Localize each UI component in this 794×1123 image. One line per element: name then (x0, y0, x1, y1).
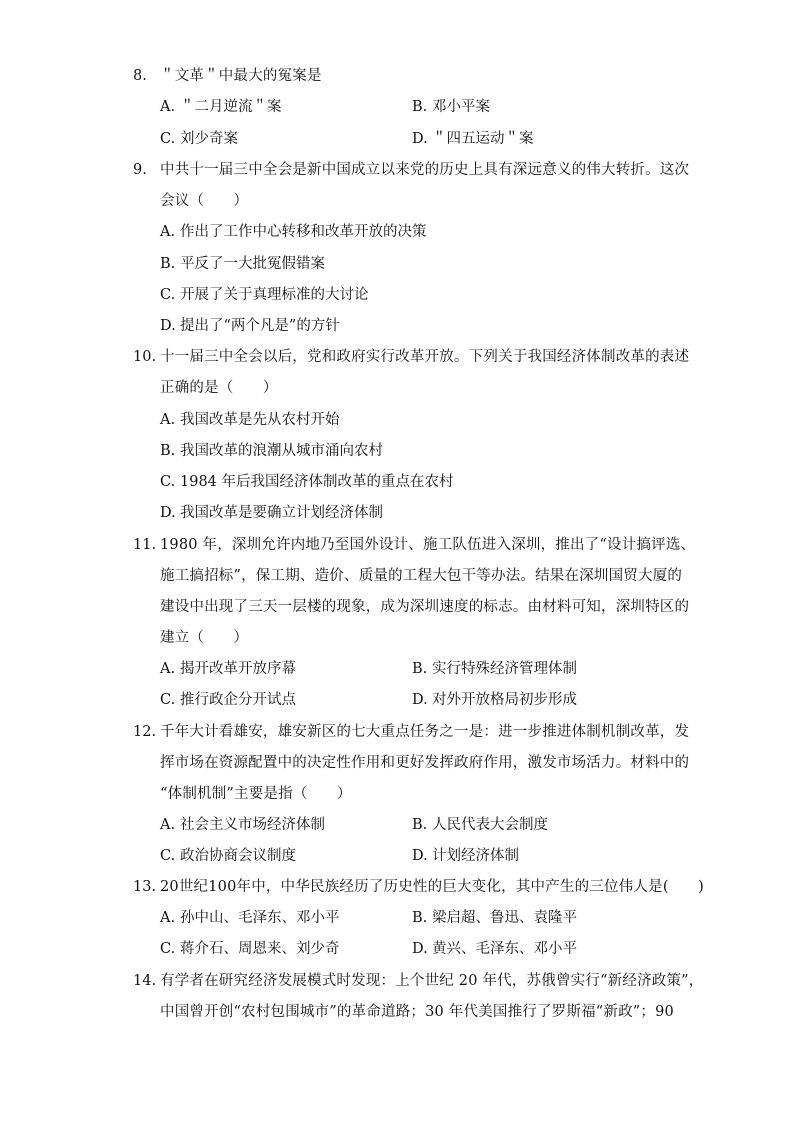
option-text: 计划经济体制 (432, 848, 519, 864)
option-d (412, 692, 577, 708)
option-text: 平反了一大批冤假错案 (180, 256, 325, 272)
question-number: 9. (133, 162, 147, 178)
option-d (160, 505, 383, 521)
option-text: 社会主义市场经济体制 (180, 817, 325, 833)
option-text: ＂四五运动＂案 (432, 131, 534, 147)
option-letter: C. (160, 474, 176, 490)
option-text: 邓小平案 (432, 99, 490, 115)
question-stem: 中共十一届三中全会是新中国成立以来党的历史上具有深远意义的伟大转折。这次 (160, 162, 690, 178)
option-letter: D. (160, 318, 176, 334)
option-text: 孙中山、毛泽东、邓小平 (180, 910, 340, 926)
option-text: 我国改革的浪潮从城市涌向农村 (180, 443, 383, 459)
option-text: 刘少奇案 (180, 131, 238, 147)
option-letter: B. (160, 256, 176, 272)
option-a (160, 661, 296, 677)
question-stem: 会议（ ） (160, 193, 249, 209)
option-text: 我国改革是要确立计划经济体制 (180, 505, 383, 521)
question-number: 10. (133, 349, 157, 365)
option-c (160, 941, 340, 957)
option-letter: C. (160, 848, 176, 864)
option-text: 蒋介石、周恩来、刘少奇 (180, 941, 340, 957)
option-letter: A. (160, 99, 176, 115)
option-text: 推行政企分开试点 (180, 692, 296, 708)
option-letter: D. (412, 692, 428, 708)
option-letter: D. (412, 131, 428, 147)
option-letter: C. (160, 131, 176, 147)
question-stem: 有学者在研究经济发展模式时发现：上个世纪 20 年代，苏俄曾实行“新经济政策”， (160, 973, 704, 989)
option-text: 1984 年后我国经济体制改革的重点在农村 (180, 474, 454, 490)
option-d (412, 131, 534, 147)
option-c (160, 287, 369, 303)
option-letter: C. (160, 692, 176, 708)
option-b (412, 910, 577, 926)
option-letter: B. (160, 443, 176, 459)
option-a (160, 910, 340, 926)
option-text: 梁启超、鲁迅、袁隆平 (432, 910, 577, 926)
option-letter: A. (160, 817, 176, 833)
question-number: 11. (133, 537, 157, 553)
option-c (160, 692, 296, 708)
option-letter: D. (160, 505, 176, 521)
option-text: 人民代表大会制度 (432, 817, 548, 833)
question-number: 8. (133, 68, 147, 84)
question-stem: 1980 年，深圳允许内地乃至国外设计、施工队伍进入深圳，推出了“设计搞评选、 (160, 537, 696, 553)
option-letter: C. (160, 941, 176, 957)
option-letter: C. (160, 287, 176, 303)
option-a (160, 99, 282, 115)
option-letter: D. (412, 941, 428, 957)
question-number: 14. (133, 973, 157, 989)
option-letter: A. (160, 224, 176, 240)
option-text: 开展了关于真理标准的大讨论 (180, 287, 369, 303)
option-letter: A. (160, 661, 176, 677)
option-text: 我国改革是先从农村开始 (180, 412, 340, 428)
option-text: 黄兴、毛泽东、邓小平 (432, 941, 577, 957)
option-b (160, 256, 325, 272)
option-c (160, 131, 238, 147)
option-letter: B. (412, 99, 428, 115)
option-letter: D. (412, 848, 428, 864)
question-stem: 十一届三中全会以后，党和政府实行改革开放。下列关于我国经济体制改革的表述 (160, 349, 690, 365)
option-text: 提出了“两个凡是”的方针 (180, 318, 340, 334)
option-letter: B. (412, 817, 428, 833)
question-stem: 施工搞招标”，保工期、造价、质量的工程大包干等办法。结果在深圳国贸大厦的 (160, 568, 683, 584)
question-stem: 建立（ ） (160, 630, 249, 646)
question-stem: 建设中出现了三天一层楼的现象，成为深圳速度的标志。由材料可知，深圳特区的 (160, 599, 690, 615)
question-stem: 挥市场在资源配置中的决定性作用和更好发挥政府作用，激发市场活力。材料中的 (160, 755, 690, 771)
option-text: ＂二月逆流＂案 (180, 99, 282, 115)
option-b (412, 99, 490, 115)
option-b (412, 817, 548, 833)
option-text: 实行特殊经济管理体制 (432, 661, 577, 677)
option-a (160, 817, 325, 833)
option-letter: B. (412, 661, 428, 677)
option-a (160, 224, 427, 240)
option-b (412, 661, 577, 677)
question-stem: 20世纪100年中，中华民族经历了历史性的巨大变化，其中产生的三位伟人是( ) (160, 879, 704, 895)
option-c (160, 848, 296, 864)
option-letter: A. (160, 412, 176, 428)
option-d (412, 848, 519, 864)
option-b (160, 443, 383, 459)
option-text: 对外开放格局初步形成 (432, 692, 577, 708)
option-letter: B. (412, 910, 428, 926)
option-d (160, 318, 340, 334)
question-stem: 千年大计看雄安，雄安新区的七大重点任务之一是：进一步推进体制机制改革，发 (160, 724, 690, 740)
question-stem: ＂文革＂中最大的冤案是 (160, 68, 322, 84)
question-stem: 正确的是（ ） (160, 380, 278, 396)
question-number: 12. (133, 724, 157, 740)
option-text: 作出了工作中心转移和改革开放的决策 (180, 224, 427, 240)
option-text: 揭开改革开放序幕 (180, 661, 296, 677)
question-number: 13. (133, 879, 157, 895)
option-letter: A. (160, 910, 176, 926)
option-a (160, 412, 340, 428)
option-d (412, 941, 577, 957)
option-text: 政治协商会议制度 (180, 848, 296, 864)
option-c (160, 474, 454, 490)
question-stem: 中国曾开创“农村包围城市”的革命道路；30 年代美国推行了罗斯福“新政”；90 (160, 1004, 674, 1020)
question-stem: “体制机制”主要是指（ ） (160, 786, 352, 802)
